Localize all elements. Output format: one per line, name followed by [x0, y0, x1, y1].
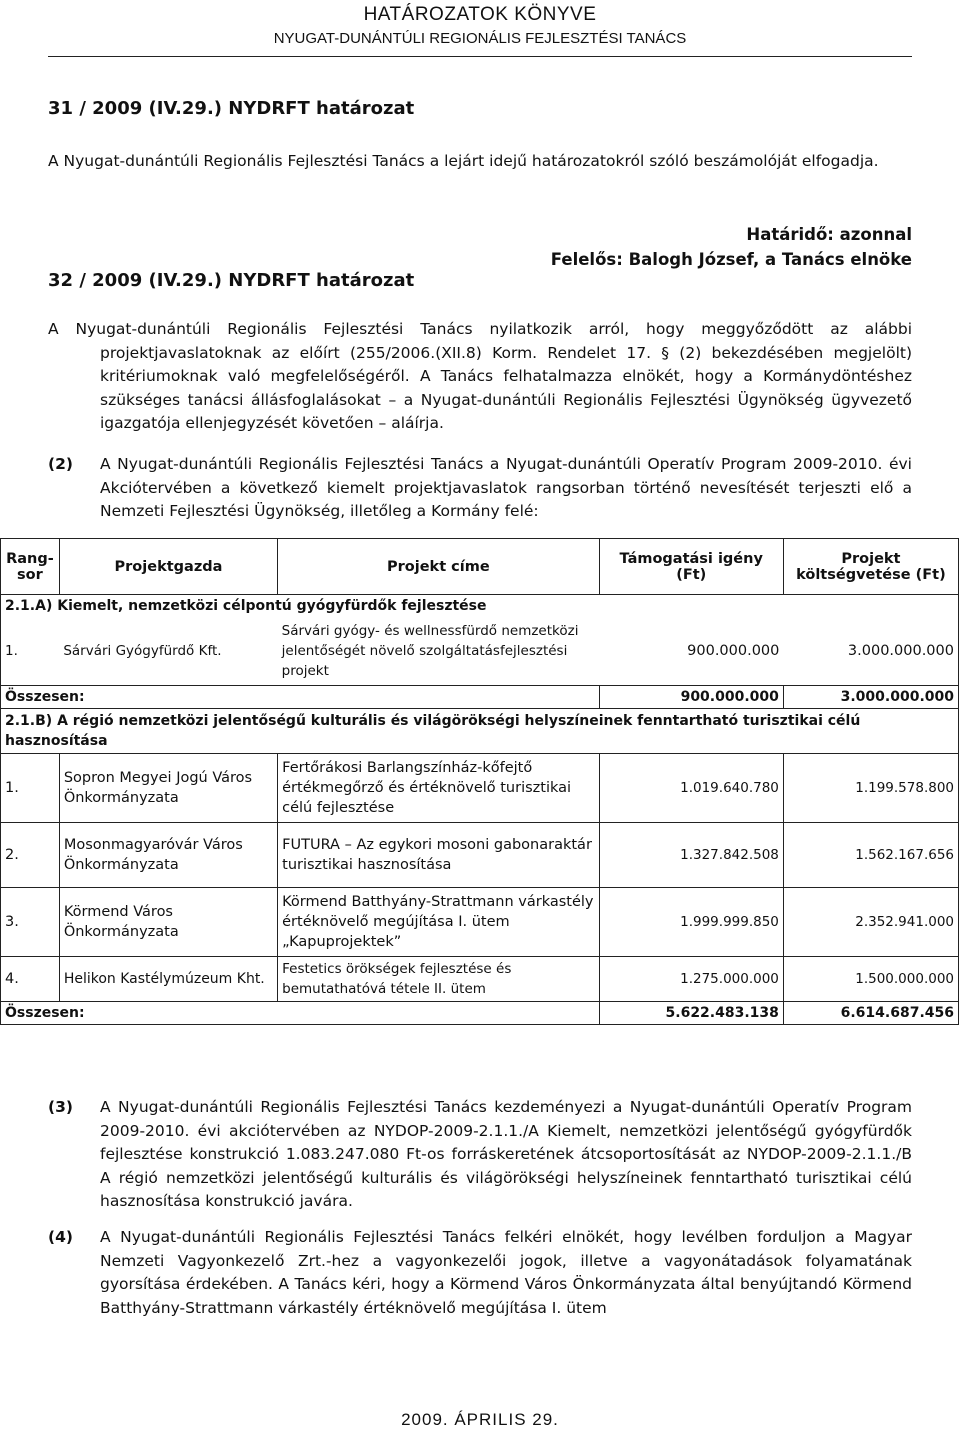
rank-cell: 1.: [1, 617, 60, 686]
budget-cell: 3.000.000.000: [783, 617, 958, 686]
support-cell: 1.999.999.850: [599, 888, 783, 957]
paragraph-1-text: A Nyugat-dunántúli Regionális Fejlesztési Tanács nyilatkozik arról, hogy meggyőződött az alábbi projektjavaslatoknak az előírt (255/2006.(XII.8) Korm. Rendelet 17. § (2) bekezdésében megjelölt) kritériumoknak való megfelelőségéről. A Tanács felhatalmazza elnökét, hogy a Kormánydöntéshez szükséges tanácsi állásfoglalásokat – a Nyugat-dunántúli Regionális Fejlesztési Ügynökség ügyvezető igazgatója ellenjegyzését követően – aláírja.: [48, 320, 912, 432]
resolution-32-paragraph-2: A Nyugat-dunántúli Regionális Fejlesztési Tanács a Nyugat-dunántúli Operatív Program 2009-2010. évi Akciótervében a következő kiemelt projektjavaslatok rangsorban történő nevesítését terjeszti elő a Nemzeti Fejlesztési Ügynökség, illetőleg a Kormány felé:: [100, 455, 912, 520]
rank-cell: 1.: [1, 754, 60, 823]
total-label: Összesen:: [1, 1002, 600, 1025]
book-title: HATÁROZATOK KÖNYVE: [363, 4, 597, 25]
table-row: [1, 823, 959, 888]
table-row: [1, 888, 959, 957]
total-support: 900.000.000: [599, 686, 783, 709]
budget-cell: 1.500.000.000: [783, 957, 958, 1002]
section-b-row: [1, 709, 959, 754]
owner-cell: Körmend Város Önkormányzata: [59, 888, 277, 957]
rank-cell: 2.: [1, 823, 60, 888]
responsible-text: Felelős: Balogh József, a Tanács elnöke: [550, 250, 912, 269]
project-name-cell: Sárvári gyógy- és wellnessfürdő nemzetközi jelentőségét növelő szolgáltatásfejlesztési projekt: [278, 617, 599, 686]
project-ranking-table: [0, 538, 959, 1025]
owner-cell: Helikon Kastélymúzeum Kht.: [59, 957, 277, 1002]
owner-cell: Sopron Megyei Jogú Város Önkormányzata: [59, 754, 277, 823]
header-divider: [48, 56, 912, 57]
section-b-total-row: [1, 1002, 959, 1025]
owner-cell: Mosonmagyaróvár Város Önkormányzata: [59, 823, 277, 888]
resolution-32-paragraph-1: [48, 318, 912, 436]
budget-cell: 1.199.578.800: [783, 754, 958, 823]
resolution-32-title: 32 / 2009 (IV.29.) NYDRFT határozat: [48, 270, 415, 291]
section-b-title: 2.1.B) A régió nemzetközi jelentőségű kulturális és világörökségi helyszíneinek fenntartható turisztikai célú hasznosítása: [1, 709, 959, 754]
support-cell: 1.019.640.780: [599, 754, 783, 823]
resolution-32-paragraph-3: A Nyugat-dunántúli Regionális Fejlesztési Tanács kezdeményezi a Nyugat-dunántúli Operatív Program 2009-2010. évi akciótervében az NYDOP-2009-2.1.1./A Kiemelt, nemzetközi jelentőségű gyógyfürdők fejlesztése konstrukció 1.083.247.080 Ft-os forráskeretének átcsoportosítását az NYDOP-2009-2.1.1./B A régió nemzetközi jelentőségű kulturális és világörökségi helyszíneinek fenntartható turisztikai célú hasznosítása konstrukció javára.: [100, 1098, 912, 1210]
header-budget: Projekt költségvetése (Ft): [783, 539, 958, 595]
table-row: [1, 617, 959, 686]
project-name-cell: Fertőrákosi Barlangszínház-kőfejtő értékmegőrző és értéknövelő turisztikai célú fejlesztése: [278, 754, 599, 823]
project-name-cell: Festetics örökségek fejlesztése és bemutathatóvá tétele II. ütem: [278, 957, 599, 1002]
resolution-31-deadline-block: [551, 222, 912, 272]
paragraph-3-number: (3): [48, 1098, 73, 1116]
council-name: NYUGAT-DUNÁNTÚLI REGIONÁLIS FEJLESZTÉSI TANÁCS: [273, 30, 687, 47]
footer-date: 2009. ÁPRILIS 29.: [401, 1410, 559, 1429]
table-row: [1, 754, 959, 823]
deadline-text: Határidő: azonnal: [746, 225, 912, 244]
paragraph-4-number: (4): [48, 1228, 73, 1246]
total-support: 5.622.483.138: [599, 1002, 783, 1025]
resolution-31-text: A Nyugat-dunántúli Regionális Fejlesztési Tanács a lejárt idejű határozatokról szóló beszámolóját elfogadja.: [48, 152, 879, 170]
header-support: Támogatási igény (Ft): [599, 539, 783, 595]
table-header-row: [1, 539, 959, 595]
header-rank: Rang-sor: [1, 539, 60, 595]
support-cell: 1.275.000.000: [599, 957, 783, 1002]
budget-cell: 2.352.941.000: [783, 888, 958, 957]
section-a-title: 2.1.A) Kiemelt, nemzetközi célpontú gyógyfürdők fejlesztése: [1, 595, 959, 618]
rank-cell: 3.: [1, 888, 60, 957]
header-project-name: Projekt címe: [278, 539, 599, 595]
support-cell: 900.000.000: [599, 617, 783, 686]
paragraph-2-number: (2): [48, 455, 73, 473]
support-cell: 1.327.842.508: [599, 823, 783, 888]
total-label: Összesen:: [1, 686, 600, 709]
project-name-cell: Körmend Batthyány-Strattmann várkastély értéknövelő megújítása I. ütem „Kapuprojektek”: [278, 888, 599, 957]
table-row: [1, 957, 959, 1002]
section-a-total-row: [1, 686, 959, 709]
resolution-32-paragraph-4: A Nyugat-dunántúli Regionális Fejlesztési Tanács felkéri elnökét, hogy levélben forduljon a Magyar Nemzeti Vagyonkezelő Zrt.-hez a vagyonkezelői jogok, illetve a vagyonátadások folyamatának gyorsítása érdekében. A Tanács kéri, hogy a Körmend Város Önkormányzata által benyújtandó Körmend Batthyány-Strattmann várkastély értéknövelő megújítása I. ütem: [100, 1228, 912, 1317]
section-a-row: [1, 595, 959, 618]
budget-cell: 1.562.167.656: [783, 823, 958, 888]
rank-cell: 4.: [1, 957, 60, 1002]
owner-cell: Sárvári Gyógyfürdő Kft.: [59, 617, 277, 686]
project-name-cell: FUTURA – Az egykori mosoni gabonaraktár turisztikai hasznosítása: [278, 823, 599, 888]
total-budget: 6.614.687.456: [783, 1002, 958, 1025]
header-owner: Projektgazda: [59, 539, 277, 595]
resolution-31-title: 31 / 2009 (IV.29.) NYDRFT határozat: [48, 98, 415, 119]
total-budget: 3.000.000.000: [783, 686, 958, 709]
